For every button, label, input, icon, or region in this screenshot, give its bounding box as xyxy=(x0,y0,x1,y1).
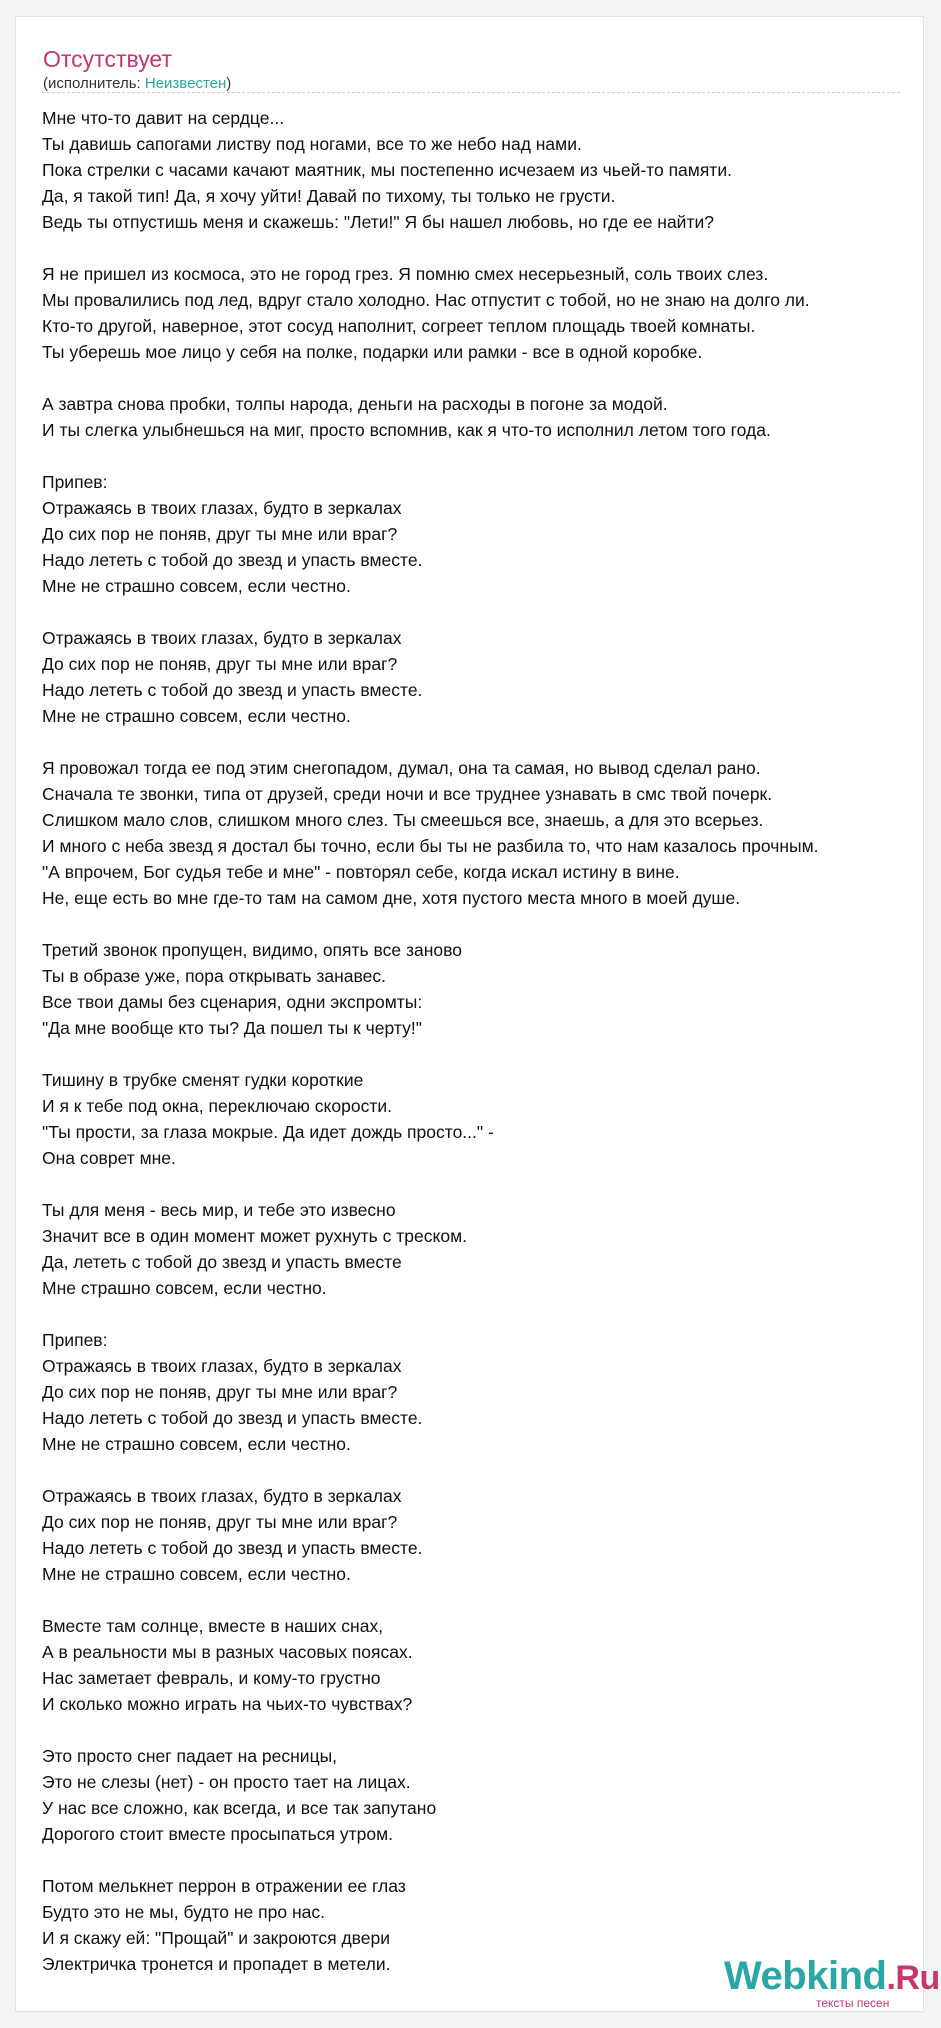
lyric-line: Ты в образе уже, пора открывать занавес. xyxy=(42,966,386,986)
lyric-line: Да, я такой тип! Да, я хочу уйти! Давай по тихому, ты только не грусти. xyxy=(42,186,616,206)
lyric-line: Надо лететь с тобой до звезд и упасть вместе. xyxy=(42,550,423,570)
song-title: Отсутствует xyxy=(43,46,172,72)
lyric-line: А в реальности мы в разных часовых поясах. xyxy=(42,1642,413,1662)
lyric-line: Это просто снег падает на ресницы, xyxy=(42,1746,338,1766)
lyric-blank-line xyxy=(42,1457,922,1483)
lyric-line: Отражаясь в твоих глазах, будто в зеркалах xyxy=(42,628,402,648)
lyric-line: И ты слегка улыбнешься на миг, просто вспомнив, как я что-то исполнил летом того года. xyxy=(42,420,771,440)
lyric-line: Отражаясь в твоих глазах, будто в зеркалах xyxy=(42,498,402,518)
lyric-line: Отражаясь в твоих глазах, будто в зеркалах xyxy=(42,1486,402,1506)
lyric-line: Надо лететь с тобой до звезд и упасть вместе. xyxy=(42,680,423,700)
page-frame xyxy=(15,16,940,2012)
logo-name: Webkind xyxy=(724,1954,887,1998)
lyric-blank-line xyxy=(42,365,922,391)
lyric-line: И много с неба звезд я достал бы точно, если бы ты не разбила то, что нам казалось прочным. xyxy=(42,836,819,856)
lyric-line: И сколько можно играть на чьих-то чувствах? xyxy=(42,1694,413,1714)
lyric-blank-line xyxy=(42,1301,922,1327)
lyric-line: Она соврет мне. xyxy=(42,1148,176,1168)
lyric-line: До сих пор не поняв, друг ты мне или враг? xyxy=(42,654,398,674)
lyric-line: И я скажу ей: "Прощай" и закроются двери xyxy=(42,1928,391,1948)
lyric-line: Кто-то другой, наверное, этот сосуд наполнит, согреет теплом площадь твоей комнаты. xyxy=(42,316,756,336)
lyric-line: До сих пор не поняв, друг ты мне или враг? xyxy=(42,1512,398,1532)
lyric-line: Потом мелькнет перрон в отражении ее глаз xyxy=(42,1876,406,1896)
lyric-line: Электричка тронется и пропадет в метели. xyxy=(42,1954,391,1974)
lyric-line: Мне не страшно совсем, если честно. xyxy=(42,1564,351,1584)
lyric-line: Ты уберешь мое лицо у себя на полке, подарки или рамки - все в одной коробке. xyxy=(42,342,703,362)
lyric-line: Надо лететь с тобой до звезд и упасть вместе. xyxy=(42,1538,423,1558)
lyric-line: А завтра снова пробки, толпы народа, деньги на расходы в погоне за модой. xyxy=(42,394,668,414)
artist-link[interactable]: Неизвестен xyxy=(144,75,227,92)
lyric-line: Мне не страшно совсем, если честно. xyxy=(42,706,351,726)
lyric-blank-line xyxy=(42,1717,922,1743)
logo-tld: .Ru xyxy=(886,1959,940,1997)
lyric-line: Будто это не мы, будто не про нас. xyxy=(42,1902,325,1922)
lyric-blank-line xyxy=(42,1587,922,1613)
lyric-blank-line xyxy=(42,1041,922,1067)
lyric-blank-line xyxy=(42,235,922,261)
lyric-line: У нас все сложно, как всегда, и все так запутано xyxy=(42,1798,437,1818)
lyric-line: Мне не страшно совсем, если честно. xyxy=(42,576,351,596)
lyric-line: Ты для меня - весь мир, и тебе это извесно xyxy=(42,1200,396,1220)
lyric-line: Слишком мало слов, слишком много слез. Ты смеешься все, знаешь, а для это всерьез. xyxy=(42,810,764,830)
performer-suffix: ) xyxy=(226,75,232,92)
lyric-line: Мне не страшно совсем, если честно. xyxy=(42,1434,351,1454)
lyric-line: "Да мне вообще кто ты? Да пошел ты к черту!" xyxy=(42,1018,422,1038)
lyric-line: Мне что-то давит на сердце... xyxy=(42,108,285,128)
lyric-blank-line xyxy=(42,1171,922,1197)
lyric-line: Вместе там солнце, вместе в наших снах, xyxy=(42,1616,384,1636)
logo-tagline: тексты песен xyxy=(816,1996,890,2010)
lyric-line: Мне страшно совсем, если честно. xyxy=(42,1278,327,1298)
lyric-line: Надо лететь с тобой до звезд и упасть вместе. xyxy=(42,1408,423,1428)
lyric-line: Значит все в один момент может рухнуть с треском. xyxy=(42,1226,467,1246)
lyric-line: До сих пор не поняв, друг ты мне или враг? xyxy=(42,1382,398,1402)
lyric-line: Пока стрелки с часами качают маятник, мы постепенно исчезаем из чьей-то памяти. xyxy=(42,160,732,180)
lyric-line: "Ты прости, за глаза мокрые. Да идет дождь просто..." - xyxy=(42,1122,494,1142)
lyric-line: Припев: xyxy=(42,472,108,492)
lyric-blank-line xyxy=(42,443,922,469)
lyric-line: Ты давишь сапогами листву под ногами, все то же небо над нами. xyxy=(42,134,582,154)
lyric-line: И я к тебе под окна, переключаю скорости. xyxy=(42,1096,392,1116)
performer-prefix: (исполнитель: xyxy=(43,75,145,92)
lyric-line: Дорогого стоит вместе просыпаться утром. xyxy=(42,1824,393,1844)
lyric-blank-line xyxy=(42,911,922,937)
lyric-blank-line xyxy=(42,1847,922,1873)
lyric-line: Мы провалились под лед, вдруг стало холодно. Нас отпустит с тобой, но не знаю на долго ли. xyxy=(42,290,810,310)
lyric-line: До сих пор не поняв, друг ты мне или враг? xyxy=(42,524,398,544)
lyric-line: Припев: xyxy=(42,1330,108,1350)
lyrics-text xyxy=(42,105,922,1977)
site-logo[interactable] xyxy=(724,1952,940,2012)
logo-wordmark xyxy=(724,1952,940,2002)
lyric-line: Третий звонок пропущен, видимо, опять все заново xyxy=(42,940,462,960)
lyric-line: "А впрочем, Бог судья тебе и мне" - повторял себе, когда искал истину в вине. xyxy=(42,862,680,882)
lyric-line: Это не слезы (нет) - он просто тает на лицах. xyxy=(42,1772,411,1792)
lyric-line: Отражаясь в твоих глазах, будто в зеркалах xyxy=(42,1356,402,1376)
lyric-line: Не, еще есть во мне где-то там на самом дне, хотя пустого места много в моей душе. xyxy=(42,888,741,908)
lyric-line: Да, лететь с тобой до звезд и упасть вместе xyxy=(42,1252,402,1272)
lyric-line: Нас заметает февраль, и кому-то грустно xyxy=(42,1668,381,1688)
lyric-blank-line xyxy=(42,729,922,755)
divider xyxy=(42,92,900,93)
lyric-line: Все твои дамы без сценария, одни экспромты: xyxy=(42,992,423,1012)
lyric-line: Я провожал тогда ее под этим снегопадом, думал, она та самая, но вывод сделал рано. xyxy=(42,758,761,778)
lyric-line: Ведь ты отпустишь меня и скажешь: "Лети!" Я бы нашел любовь, но где ее найти? xyxy=(42,212,714,232)
lyric-line: Сначала те звонки, типа от друзей, среди ночи и все труднее узнавать в смс твой почерк. xyxy=(42,784,773,804)
lyric-line: Тишину в трубке сменят гудки короткие xyxy=(42,1070,364,1090)
performer-line xyxy=(43,74,231,94)
lyric-line: Я не пришел из космоса, это не город грез. Я помню смех несерьезный, соль твоих слез. xyxy=(42,264,769,284)
lyric-blank-line xyxy=(42,599,922,625)
